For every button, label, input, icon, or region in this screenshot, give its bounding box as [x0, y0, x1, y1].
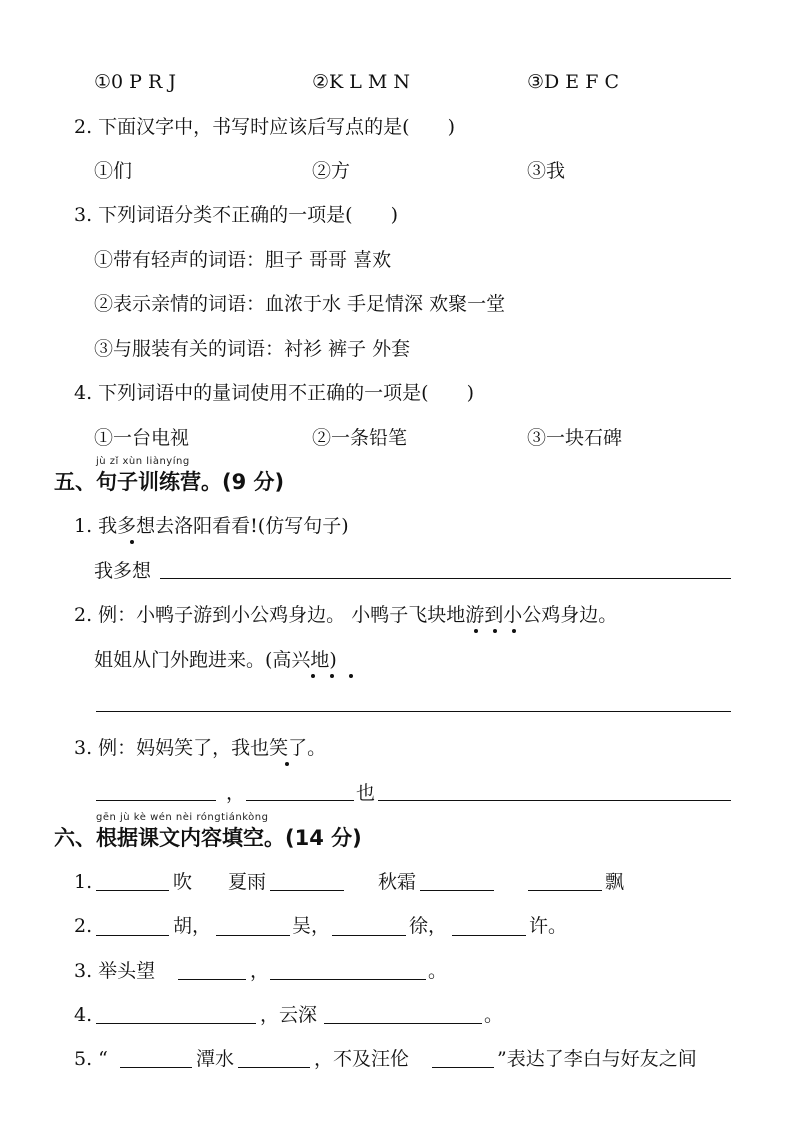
- answer-line[interactable]: [432, 1067, 494, 1068]
- q4-stem: 4. 下列词语中的量词使用不正确的一项是( ): [74, 382, 474, 404]
- s5-item3-comma: ，: [226, 782, 246, 804]
- s6-l4-num: 4.: [74, 1004, 93, 1026]
- q4-option-1: ①一台电视: [94, 427, 190, 449]
- q2-option-2: ②方: [312, 160, 351, 182]
- s6-l3-c: 。: [428, 960, 448, 982]
- s6-l2-c: 徐，: [409, 915, 448, 937]
- emphasis-dot: [330, 674, 334, 678]
- s6-l3-a: 3. 举头望: [74, 960, 156, 982]
- answer-line[interactable]: [96, 890, 169, 891]
- s6-l3-b: ，: [250, 960, 270, 982]
- q3-option-1: ①带有轻声的词语：胆子 哥哥 喜欢: [94, 249, 392, 271]
- s5-item1-stem: 1. 我多想去洛阳看看!(仿写句子): [74, 515, 349, 537]
- s6-l1-num: 1.: [74, 871, 93, 893]
- emphasis-dot: [311, 674, 315, 678]
- q2-option-1: ①们: [94, 160, 133, 182]
- s6-l1-b: 夏雨: [228, 871, 267, 893]
- answer-line[interactable]: [420, 890, 494, 891]
- emphasis-dot: [285, 762, 289, 766]
- emphasis-dot: [349, 674, 353, 678]
- s6-l4-b: 。: [484, 1004, 504, 1026]
- q2-stem: 2. 下面汉字中，书写时应该后写点的是( ): [74, 116, 455, 138]
- q3-option-2: ②表示亲情的词语：血浓于水 手足情深 欢聚一堂: [94, 293, 506, 315]
- answer-line[interactable]: [246, 800, 354, 801]
- s5-item2-task: 姐姐从门外跑进来。(高兴地): [94, 649, 337, 671]
- answer-line[interactable]: [270, 979, 426, 980]
- s6-l1-a: 吹: [173, 871, 193, 893]
- q3-option-3: ③与服装有关的词语：衬衫 裤子 外套: [94, 338, 411, 360]
- answer-line[interactable]: [528, 890, 602, 891]
- s6-l5-b: 潭水: [196, 1048, 235, 1070]
- emphasis-dot: [512, 629, 516, 633]
- s5-item3-ye: 也: [356, 782, 376, 804]
- emphasis-dot: [130, 540, 134, 544]
- answer-line[interactable]: [96, 800, 216, 801]
- section5-pinyin: jù zǐ xùn liànyíng: [96, 456, 190, 467]
- q4-option-2: ②一条铅笔: [312, 427, 408, 449]
- q1-option-1: ①0 P R J: [94, 71, 176, 93]
- answer-line[interactable]: [178, 979, 246, 980]
- s6-l2-b: 吴，: [292, 915, 331, 937]
- s6-l5-c: ，不及汪伦: [314, 1048, 410, 1070]
- q1-option-2: ②K L M N: [312, 71, 411, 93]
- s6-l5-d: ”表达了李白与好友之间: [497, 1048, 697, 1070]
- section6-title: 六、根据课文内容填空。(14 分): [54, 826, 362, 850]
- s6-l4-a: ，云深: [260, 1004, 318, 1026]
- q2-option-3: ③我: [527, 160, 566, 182]
- emphasis-dot: [493, 629, 497, 633]
- s6-l2-d: 许。: [529, 915, 568, 937]
- s6-l5-a: 5. “: [74, 1048, 108, 1070]
- answer-line[interactable]: [452, 935, 526, 936]
- answer-line[interactable]: [324, 1023, 482, 1024]
- answer-line[interactable]: [96, 711, 731, 712]
- answer-line[interactable]: [238, 1067, 310, 1068]
- answer-line[interactable]: [160, 578, 731, 579]
- answer-line[interactable]: [120, 1067, 192, 1068]
- answer-line[interactable]: [96, 1023, 256, 1024]
- s6-l2-a: 胡，: [173, 915, 212, 937]
- emphasis-dot: [474, 629, 478, 633]
- s6-l1-d: 飘: [605, 871, 625, 893]
- answer-line[interactable]: [216, 935, 290, 936]
- s5-item1-prefix: 我多想: [94, 560, 152, 582]
- s5-item2-example: 2. 例：小鸭子游到小公鸡身边。 小鸭子飞块地游到小公鸡身边。: [74, 604, 618, 626]
- q1-option-3: ③D E F C: [527, 71, 619, 93]
- section6-pinyin: gēn jù kè wén nèi róngtiánkòng: [96, 812, 269, 823]
- s6-l1-c: 秋霜: [378, 871, 417, 893]
- answer-line[interactable]: [332, 935, 406, 936]
- answer-line[interactable]: [96, 935, 169, 936]
- q4-option-3: ③一块石碑: [527, 427, 623, 449]
- section5-title: 五、句子训练营。(9 分): [54, 470, 285, 494]
- s5-item3-example: 3. 例：妈妈笑了，我也笑了。: [74, 737, 327, 759]
- answer-line[interactable]: [378, 800, 731, 801]
- q3-stem: 3. 下列词语分类不正确的一项是( ): [74, 204, 398, 226]
- s6-l2-num: 2.: [74, 915, 93, 937]
- answer-line[interactable]: [270, 890, 344, 891]
